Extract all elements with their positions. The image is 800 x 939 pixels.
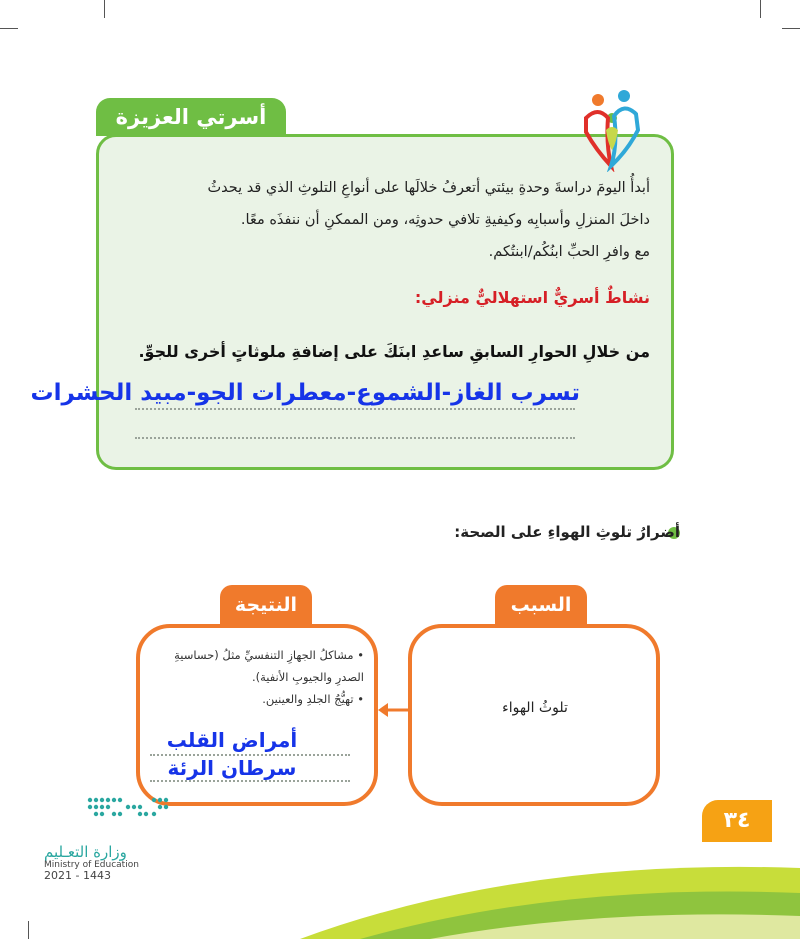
paragraph-line: أبدأُ اليومَ دراسةَ وحدةِ بيئتي أتعرفُ خلالَها على أنواعِ التلوثِ الذي قد يحدثُ <box>207 180 650 196</box>
card-title: أسرتي العزيزة <box>96 98 286 136</box>
answer-line <box>135 437 575 439</box>
ministry-name-arabic: وزارة التعـليم <box>44 843 127 861</box>
handwritten-result: أمراض القلب <box>166 728 298 752</box>
result-item: • تهيُّجُ الجلدِ والعينين. <box>262 692 364 706</box>
crop-mark <box>782 28 800 29</box>
section-heading: أضرارُ تلوثِ الهواءِ على الصحة: <box>454 523 680 541</box>
paragraph-line: داخلَ المنزلِ وأسبابِه وكيفيةِ تلافي حدوثِه، ومن الممكنِ أن ننفذَه معًا. <box>240 212 650 228</box>
family-icon <box>578 88 644 172</box>
page-number: ٣٤ <box>702 800 772 842</box>
activity-question: من خلالِ الحوارِ السابقِ ساعدِ ابنَكَ على إضافةِ ملوثاتٍ أخرى للجوِّ. <box>138 342 650 361</box>
letter-paragraph <box>130 172 650 268</box>
crop-mark <box>0 28 18 29</box>
ministry-name-english: Ministry of Education <box>44 860 139 870</box>
activity-title: نشاطٌ أسريٌّ استهلاليٌّ منزلي: <box>414 288 650 307</box>
ministry-year: 2021 - 1443 <box>44 869 111 882</box>
result-item: الصدرِ والجيوبِ الأنفية). <box>251 670 364 684</box>
ministry-logo-icon <box>84 796 174 822</box>
handwritten-result: سرطان الرئة <box>167 756 297 780</box>
crop-mark <box>760 0 761 18</box>
result-item: • مشاكلُ الجهازِ التنفسيِّ مثلُ (حساسيةِ <box>174 648 364 662</box>
crop-mark <box>104 0 105 18</box>
answer-line <box>150 780 350 782</box>
paragraph-line: مع وافرِ الحبِّ ابنُكُم/ابنتُكم. <box>488 244 650 260</box>
result-list <box>144 644 364 710</box>
handwritten-answer: تسرب الغاز-الشموع-معطرات الجو-مبيد الحشرات <box>30 380 580 406</box>
arrow-icon <box>376 700 412 720</box>
cause-text: تلوثُ الهواء <box>502 700 568 716</box>
answer-line <box>135 408 575 410</box>
cause-label: السبب <box>495 585 587 625</box>
result-label: النتيجة <box>220 585 312 625</box>
